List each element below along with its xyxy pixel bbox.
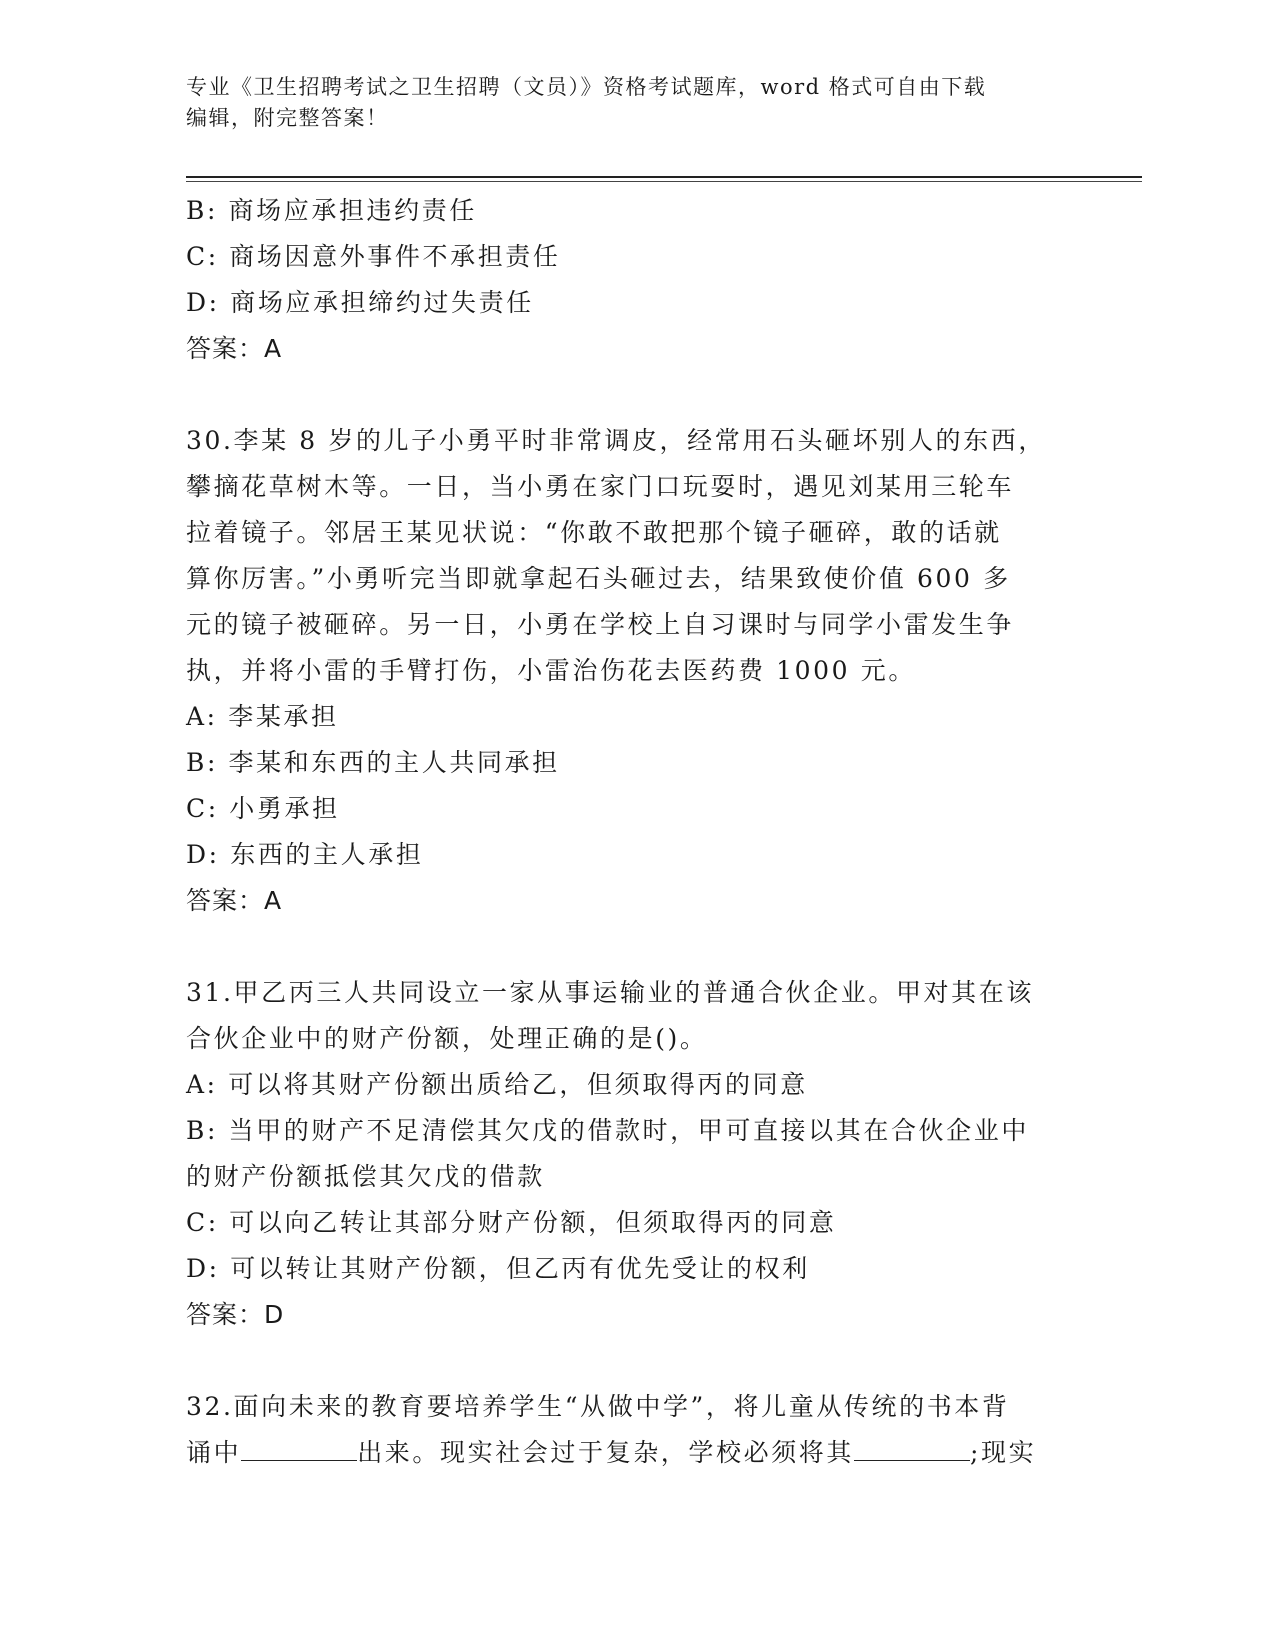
- q32-text-a: 诵中: [186, 1438, 242, 1467]
- q32-stem-line-1: 32.面向未来的教育要培养学生“从做中学”，将儿童从传统的书本背: [186, 1392, 1010, 1421]
- q31-option-d: D: 可以转让其财产份额，但乙丙有优先受让的权利: [186, 1254, 810, 1283]
- q29-answer: 答案：A: [186, 334, 283, 363]
- q31-answer: 答案：D: [186, 1300, 285, 1329]
- q30-stem-line-1: 30.李某 8 岁的儿子小勇平时非常调皮，经常用石头砸坏别人的东西，: [186, 426, 1046, 455]
- q31-stem-line-1: 31.甲乙丙三人共同设立一家从事运输业的普通合伙企业。甲对其在该: [186, 978, 1034, 1007]
- q32-text-b: 出来。现实社会过于复杂，学校必须将其: [357, 1438, 855, 1467]
- fill-blank-1: [241, 1438, 357, 1461]
- q30-option-d: D: 东西的主人承担: [186, 840, 424, 869]
- q30-stem-line-5: 元的镜子被砸碎。另一日，小勇在学校上自习课时与同学小雷发生争: [186, 610, 1015, 639]
- q31-option-a: A: 可以将其财产份额出质给乙，但须取得丙的同意: [186, 1070, 808, 1099]
- q32-stem-line-2: [186, 1430, 1066, 1476]
- q30-stem-line-4: 算你厉害。”小勇听完当即就拿起石头砸过去，结果致使价值 600 多: [186, 564, 1011, 593]
- header-line-1: 专业《卫生招聘考试之卫生招聘（文员）》资格考试题库，word 格式可自由下载: [186, 75, 987, 99]
- spacer: [186, 1338, 1066, 1384]
- q31-stem-line-2: 合伙企业中的财产份额，处理正确的是()。: [186, 1024, 708, 1053]
- q30-stem-line-2: 攀摘花草树木等。一日，当小勇在家门口玩耍时，遇见刘某用三轮车: [186, 472, 1015, 501]
- q30-stem-line-6: 执，并将小雷的手臂打伤，小雷治伤花去医药费 1000 元。: [186, 656, 916, 685]
- q29-option-d: D: 商场应承担缔约过失责任: [186, 288, 534, 317]
- header-line-2: 编辑，附完整答案！: [186, 106, 389, 130]
- question-content: [186, 188, 1066, 1476]
- q30-option-b: B: 李某和东西的主人共同承担: [186, 748, 560, 777]
- header-rule-thick: [186, 176, 1142, 178]
- spacer: [186, 924, 1066, 970]
- q30-stem-line-3: 拉着镜子。邻居王某见状说：“你敢不敢把那个镜子砸碎，敢的话就: [186, 518, 1002, 547]
- q31-option-b-line-1: B: 当甲的财产不足清偿其欠戊的借款时，甲可直接以其在合伙企业中: [186, 1116, 1029, 1145]
- document-header: [186, 72, 1066, 134]
- q31-option-c: C: 可以向乙转让其部分财产份额，但须取得丙的同意: [186, 1208, 837, 1237]
- fill-blank-2: [854, 1438, 970, 1461]
- q30-option-a: A: 李某承担: [186, 702, 339, 731]
- q29-option-b: B: 商场应承担违约责任: [186, 196, 477, 225]
- header-rule-thin: [186, 181, 1142, 182]
- q32-text-c: ;现实: [970, 1438, 1037, 1467]
- q30-answer: 答案：A: [186, 886, 283, 915]
- spacer: [186, 372, 1066, 418]
- q29-option-c: C: 商场因意外事件不承担责任: [186, 242, 561, 271]
- q30-option-c: C: 小勇承担: [186, 794, 340, 823]
- q31-option-b-line-2: 的财产份额抵偿其欠戊的借款: [186, 1162, 545, 1191]
